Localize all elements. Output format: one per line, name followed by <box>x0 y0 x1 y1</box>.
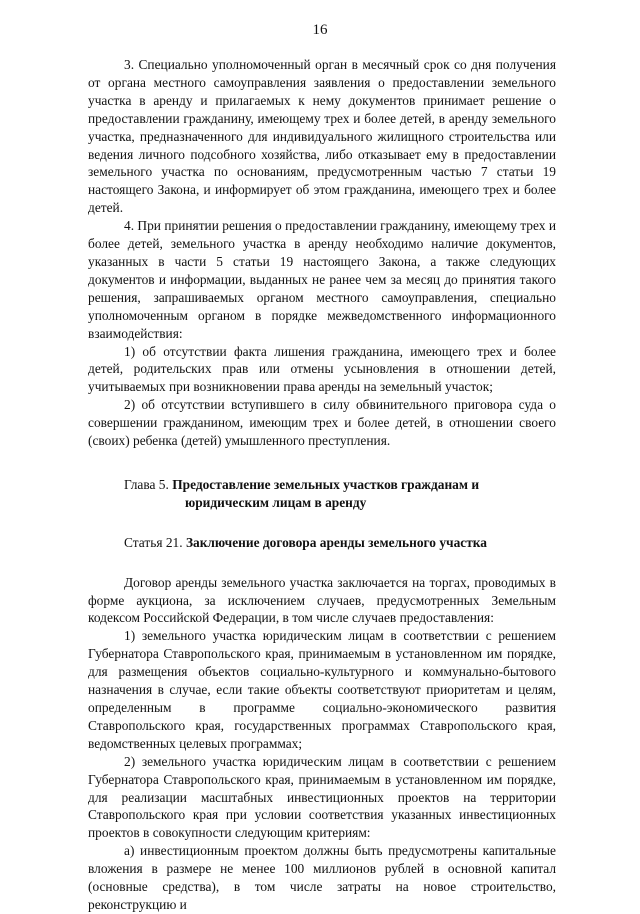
list-item-2: 2) об отсутствии вступившего в силу обвинительного приговора суда о совершении гражданином, имеющим трех и более детей, в отношении своего (своих) ребенка (детей) умышленного преступления. <box>88 397 556 449</box>
chapter-title-line2: юридическим лицам в аренду <box>185 494 367 510</box>
article-item-1: 1) земельного участка юридическим лицам в соответствии с решением Губернатора Ставропольского края, принимаемым в установленном им порядке, для размещения объектов социально-культурного и коммунально-бытового назначения в случае, если такие объекты соответствуют приоритетам и целям, определенным в программе социально-экономического развития Ставропольского края, государственных программах Ставропольского края, ведомственных целевых программах; <box>88 628 556 751</box>
chapter-title-line1: Предоставление земельных участков гражданам и <box>172 476 480 492</box>
article-item-2: 2) земельного участка юридическим лицам в соответствии с решением Губернатора Ставропольского края, принимаемым в установленном им порядке, для реализации масштабных инвестиционных проектов на территории Ставропольского края при условии соответствия указанных инвестиционных проектов в совокупности следующим критериям: <box>88 753 556 841</box>
article-prefix: Статья 21. <box>124 534 183 550</box>
article-title: Заключение договора аренды земельного участка <box>185 534 488 550</box>
article-heading <box>88 534 556 552</box>
chapter-heading <box>88 476 556 512</box>
article-subitem-a: а) инвестиционным проектом должны быть предусмотрены капитальные вложения в размере не менее 100 миллионов рублей в основной капитал (основные средства), в том числе затраты на новое строительство, реконструкцию и <box>88 843 556 912</box>
page-number: 16 <box>312 22 328 38</box>
chapter-prefix: Глава 5. <box>124 476 169 492</box>
document-body <box>88 56 556 914</box>
paragraph-3: 3. Специально уполномоченный орган в месячный срок со дня получения от органа местного самоуправления заявления о предоставлении земельного участка в аренду и прилагаемых к нему документов принимает решение о предоставлении гражданину, имеющему трех и более детей, в аренду земельного участка, предназначенного для индивидуального жилищного строительства или ведения личного подсобного хозяйства, либо отказывает ему в предоставлении земельного участка по основаниям, предусмотренным частью 7 статьи 19 настоящего Закона, и информирует об этом гражданина, имеющего трех и более детей. <box>88 57 556 216</box>
list-item-1: 1) об отсутствии факта лишения гражданина, имеющего трех и более детей, родительских прав или отмены усыновления в отношении детей, учитываемых при возникновении права аренды на земельный участок; <box>88 343 556 395</box>
article-intro: Договор аренды земельного участка заключается на торгах, проводимых в форме аукциона, за исключением случаев, предусмотренных Земельным кодексом Российской Федерации, в том числе случаев предоставления: <box>88 574 556 626</box>
paragraph-4: 4. При принятии решения о предоставлении гражданину, имеющему трех и более детей, земельного участка в аренду необходимо наличие документов, указанных в части 5 статьи 19 настоящего Закона, а также следующих документов и информации, выданных не ранее чем за месяц до принятия такого решения, запрашиваемых органом местного самоуправления, специально уполномоченным органом в порядке межведомственного информационного взаимодействия: <box>88 218 556 341</box>
